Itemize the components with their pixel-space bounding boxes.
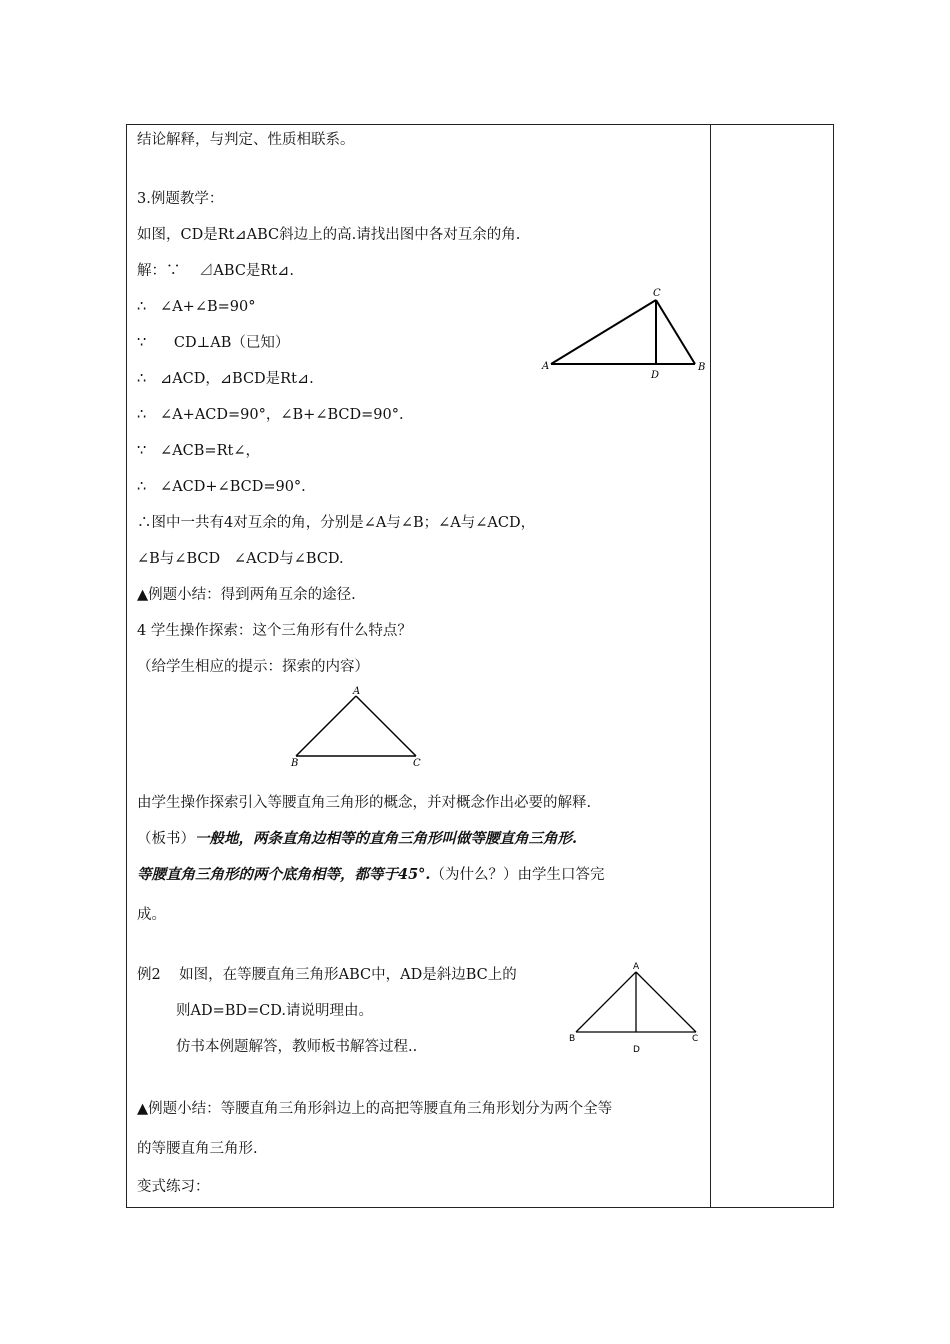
property-line (137, 866, 604, 884)
text-line: ∴ ∠A+∠B=90° (137, 299, 256, 315)
text-line: ∵ ∠ACB=Rt∠， (137, 443, 260, 459)
text-line: ∠B与∠BCD ∠ACD与∠BCD. (137, 551, 344, 567)
definition-line (137, 830, 577, 848)
text-line: 如图，CD是Rt⊿ABC斜边上的高.请找出图中各对互余的角. (137, 227, 521, 243)
text-line: 仿书本例题解答，教师板书解答过程.. (176, 1039, 418, 1055)
text-line: ∵ CD⊥AB（已知） (137, 335, 290, 351)
text-line: ∴ ∠A+ACD=90°，∠B+∠BCD=90°. (137, 407, 404, 423)
vertex-label-c: C (413, 758, 421, 769)
text-line: 的等腰直角三角形. (137, 1141, 258, 1157)
isosceles-triangle-figure (286, 686, 426, 769)
summary-line: ▲例题小结：等腰直角三角形斜边上的高把等腰直角三角形划分为两个全等 (137, 1101, 613, 1117)
definition-text: 一般地，两条直角边相等的直角三角形叫做等腰直角三角形. (195, 830, 578, 847)
text-line: 解：∵ ⊿ABC是Rt⊿. (137, 263, 294, 279)
section-heading: 4 学生操作探索：这个三角形有什么特点？ (137, 623, 412, 639)
text-line: ∴ ⊿ACD，⊿BCD是Rt⊿. (137, 371, 314, 387)
vertex-label-c: C (692, 1034, 699, 1044)
foot-label-d: D (651, 370, 660, 381)
board-note-label: （板书） (137, 831, 195, 847)
example-line: 例2 如图，在等腰直角三角形ABC中，AD是斜边BC上的 (137, 967, 517, 983)
text-line: 则AD=BD=CD.请说明理由。 (176, 1003, 373, 1019)
text-line: 结论解释，与判定、性质相联系。 (137, 132, 355, 148)
vertex-label-b: B (569, 1034, 576, 1044)
vertex-label-b: B (698, 362, 706, 373)
text-line: ∴ ∠ACD+∠BCD=90°. (137, 479, 306, 495)
property-suffix: （为什么？）由学生口答完 (430, 867, 605, 883)
foot-label-d: D (633, 1045, 640, 1055)
text-line: 成。 (137, 907, 166, 923)
text-line: ∴图中一共有4对互余的角，分别是∠A与∠B；∠A与∠ACD， (137, 515, 536, 531)
text-line: 变式练习： (137, 1179, 210, 1195)
property-text: 等腰直角三角形的两个底角相等，都等于45°. (137, 866, 431, 883)
text-line: 由学生操作探索引入等腰直角三角形的概念，并对概念作出必要的解释. (137, 795, 592, 811)
summary-line: ▲例题小结：得到两角互余的途径. (137, 587, 356, 603)
section-heading: 3.例题教学： (137, 191, 224, 207)
vertex-label-a: A (633, 962, 640, 972)
vertex-label-a: A (542, 361, 550, 372)
right-triangle-altitude-figure (538, 284, 718, 384)
vertex-label-a: A (353, 686, 361, 697)
vertex-label-b: B (291, 758, 299, 769)
text-line: （给学生相应的提示：探索的内容） (137, 659, 369, 675)
isosceles-right-triangle-figure (566, 960, 706, 1056)
vertex-label-c: C (653, 288, 661, 299)
